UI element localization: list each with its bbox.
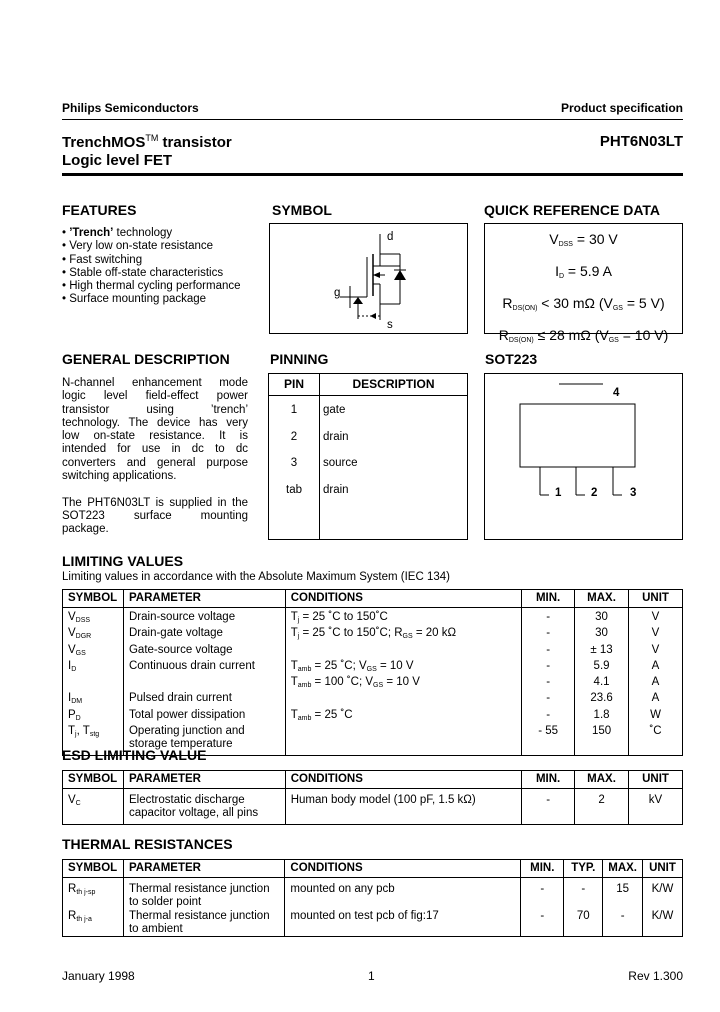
- column-header: PARAMETER: [123, 860, 284, 878]
- column-header: PARAMETER: [123, 590, 285, 608]
- column-header: PARAMETER: [123, 771, 285, 789]
- pin-row: [269, 457, 467, 484]
- pin-number: 3: [290, 457, 298, 469]
- column-header: SYMBOL: [63, 860, 124, 878]
- desc-line: intended for use in dc to dc: [62, 443, 248, 456]
- pin-col-header: PIN: [283, 377, 304, 391]
- symbol-heading: SYMBOL: [272, 202, 332, 218]
- general-heading: GENERAL DESCRIPTION: [62, 351, 230, 367]
- desc-line: converters and general purpose: [62, 456, 248, 469]
- feature-item: [62, 227, 262, 240]
- pin2-label: 2: [591, 487, 598, 499]
- column-header: TYP.: [564, 860, 603, 878]
- column-header: MAX.: [575, 771, 629, 789]
- pin-row: [269, 484, 467, 511]
- table-row: $R_{th j-sp}$ Thermal resistance junction to solder point mounted on any pcb - - 15 K/W: [63, 878, 683, 910]
- column-header: MIN.: [522, 590, 575, 608]
- esd-heading: ESD LIMITING VALUE: [62, 747, 207, 763]
- footer-rev: Rev 1.300: [628, 969, 683, 983]
- pinning-table: [268, 373, 468, 540]
- footer-page: 1: [368, 969, 375, 983]
- feature-item: [62, 267, 262, 280]
- esd-row: $V_C$ Electrostatic discharge capacitor voltage, all pins Human body model (100 pF, 1.5 kΩ) - 2 kV: [63, 789, 683, 825]
- desc-line: N-channel enhancement mode: [62, 377, 248, 389]
- qr-rdson-10v: $R_{DS(ON)} \le 28$ mΩ ($V_{GS} = 10$ V): [498, 327, 669, 344]
- company-name: Philips Semiconductors: [62, 101, 199, 115]
- limiting-table: [62, 589, 683, 756]
- feature-text: Surface mounting package: [69, 293, 207, 306]
- general-text: N-channel enhancement mode logic level field-effect power transistor using ’trench’ technology. The device has very low on-state resistance. It is intended for use in dc to dc converters and general purpose switching applications. The PHT6N03LT is supplied in the SOT223 surface mounting package.: [62, 377, 248, 536]
- table-row: $V_{DSS}$ Drain-source voltage $T_j = 25$ ˚C to 150˚C - 30 V: [63, 608, 683, 628]
- column-header: MAX.: [575, 590, 629, 608]
- column-header: CONDITIONS: [285, 860, 521, 878]
- bullet: •: [62, 280, 67, 293]
- pin-row: [269, 404, 467, 431]
- column-header: SYMBOL: [63, 590, 124, 608]
- feature-item: [62, 293, 262, 306]
- column-header: MIN.: [521, 860, 564, 878]
- sot223-package-icon: [485, 374, 682, 539]
- limiting-note: Limiting values in accordance with the Absolute Maximum System (IEC 134): [62, 571, 450, 583]
- table-row: $V_{GS}$ Gate-source voltage - ± 13 V: [63, 644, 683, 660]
- footer-date: January 1998: [62, 969, 135, 983]
- table-row: $R_{th j-a}$ Thermal resistance junction to ambient mounted on test pcb of fig:17 - 70 - K/W: [63, 910, 683, 937]
- package-box: [484, 373, 683, 540]
- column-header: UNIT: [642, 860, 682, 878]
- part-number: PHT6N03LT: [599, 133, 683, 150]
- column-header: CONDITIONS: [285, 590, 521, 608]
- bullet: •: [62, 293, 67, 306]
- desc-line: logic level field-effect power: [62, 390, 248, 403]
- features-heading: FEATURES: [62, 202, 137, 218]
- header-rule: [62, 119, 683, 120]
- bullet: •: [62, 253, 67, 266]
- source-label: s: [387, 319, 393, 331]
- qr-vdss: $V_{DSS} = 30$ V: [549, 231, 618, 248]
- table-row: $I_D$ Continuous drain current $T_{amb} = 25$ ˚C; $V_{GS} = 10$ V - 5.9 A: [63, 660, 683, 676]
- pin-desc: drain: [323, 430, 349, 443]
- title-line2: Logic level FET: [62, 152, 173, 169]
- desc-line: The PHT6N03LT is supplied in the: [62, 496, 248, 509]
- bullet: •: [62, 227, 67, 239]
- desc-line: SOT223 surface mounting: [62, 509, 248, 522]
- feature-item: [62, 254, 262, 267]
- pin3-label: 3: [630, 487, 637, 499]
- feature-bold: ’Trench’: [69, 227, 114, 239]
- column-header: MIN.: [522, 771, 575, 789]
- pin-row: [269, 431, 467, 458]
- drain-label: d: [387, 231, 394, 243]
- feature-text: Very low on-state resistance: [69, 240, 214, 253]
- doc-type: Product specification: [560, 101, 683, 115]
- qr-rdson-5v: $R_{DS(ON)} < 30$ mΩ ($V_{GS} = 5$ V): [502, 295, 665, 312]
- pin1-label: 1: [555, 487, 562, 499]
- pin-desc: gate: [323, 404, 346, 416]
- quick-ref-heading: QUICK REFERENCE DATA: [484, 202, 661, 218]
- mosfet-symbol-icon: [270, 224, 467, 333]
- package-heading: SOT223: [485, 351, 538, 367]
- pin-number: tab: [286, 483, 302, 496]
- column-header: MAX.: [603, 860, 643, 878]
- table-row: $V_{DGR}$ Drain-gate voltage $T_j = 25$ ˚C to 150˚C; $R_{GS} = 20$ kΩ - 30 V: [63, 627, 683, 643]
- feature-text: Stable off-state characteristics: [69, 266, 224, 279]
- feature-item: [62, 280, 262, 293]
- desc-col-header: DESCRIPTION: [352, 377, 435, 391]
- thermal-heading: THERMAL RESISTANCES: [62, 836, 233, 852]
- column-header: UNIT: [629, 590, 683, 608]
- pin-number: 1: [290, 404, 298, 416]
- feature-text: High thermal cycling performance: [69, 280, 241, 293]
- bullet: •: [62, 266, 67, 279]
- thermal-table: [62, 859, 683, 937]
- desc-line: technology. The device has very: [62, 416, 248, 429]
- table-row: $T_j$, $T_{stg}$ Operating junction and storage temperature - 55 150 ˚C: [63, 725, 683, 756]
- gate-label: g: [334, 287, 341, 299]
- feature-item: [62, 240, 262, 253]
- column-header: SYMBOL: [63, 771, 124, 789]
- limiting-heading: LIMITING VALUES: [62, 553, 184, 569]
- desc-line: transistor using ’trench’: [62, 403, 248, 416]
- pinning-heading: PINNING: [270, 351, 329, 367]
- bullet: •: [62, 240, 67, 253]
- desc-line: low on-state resistance. It is: [62, 430, 248, 443]
- pin-desc: source: [323, 457, 358, 469]
- title-line1: TrenchMOS™ transistor: [62, 133, 232, 151]
- symbol-box: [269, 223, 468, 334]
- esd-table: [62, 770, 683, 825]
- features-list: [62, 227, 262, 307]
- title-rule: [62, 173, 683, 176]
- feature-text: technology: [113, 227, 173, 239]
- table-row: $P_D$ Total power dissipation $T_{amb} = 25$ ˚C - 1.8 W: [63, 709, 683, 725]
- qr-id: $I_D = 5.9$ A: [555, 263, 612, 280]
- feature-text: Fast switching: [69, 253, 143, 266]
- column-header: CONDITIONS: [285, 771, 521, 789]
- column-header: UNIT: [629, 771, 683, 789]
- table-row: $T_{amb} = 100$ ˚C; $V_{GS} = 10$ V - 4.1 A: [63, 676, 683, 692]
- pin-desc: drain: [323, 483, 349, 496]
- table-row: $I_{DM}$ Pulsed drain current - 23.6 A: [63, 692, 683, 708]
- pin-number: 2: [290, 430, 298, 443]
- quick-ref-box: [484, 223, 683, 344]
- tab-pin-label: 4: [613, 387, 620, 399]
